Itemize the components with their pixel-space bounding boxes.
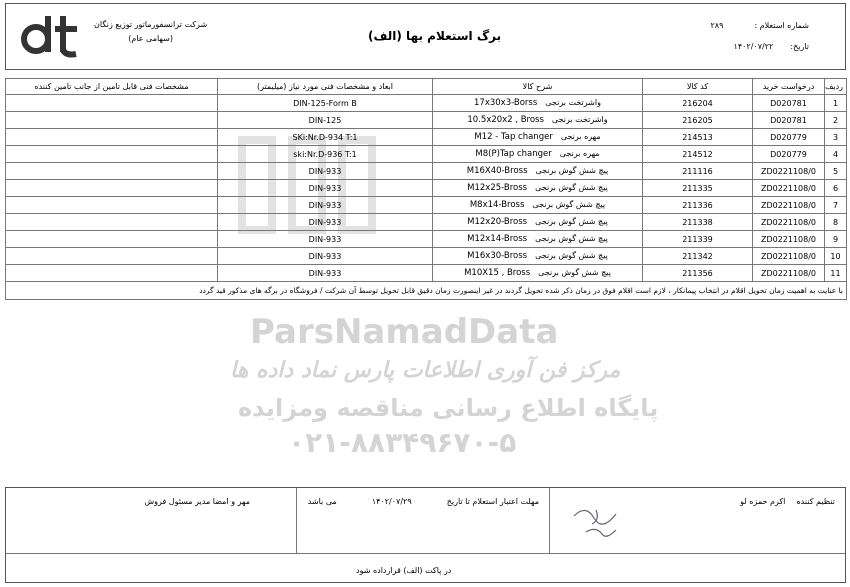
description-fa: پیچ شش گوش برنجی [535,183,608,192]
watermark-line2: پایگاه اطلاع رسانی مناقصه ومزایده [238,394,659,422]
supplier-spec-cell [6,231,218,248]
supplier-spec-cell [6,197,218,214]
description-fa: واشرتخت برنجی [545,98,601,107]
inquiry-number: ۲۸۹ [710,21,724,30]
description-fa: مهره برنجی [559,149,600,158]
description-cell [433,163,643,180]
description-cell [433,146,643,163]
description-fa: پیچ شش گوش برنجی [535,234,608,243]
col-header-row-no: ردیف [825,79,847,95]
items-table [5,78,847,300]
company-name-line2: (سهامی عام) [128,34,173,43]
item-code-cell: 211116 [643,163,753,180]
description-en: M10X15 , Bross [464,268,531,278]
row-no-cell: 1 [825,95,847,112]
purchase-request-cell: ZD0221108/0 [753,180,825,197]
supplier-spec-cell [6,146,218,163]
watermark-brand: ParsNamadData [250,312,559,352]
description-cell [433,112,643,129]
item-code-cell: 211356 [643,265,753,282]
item-code-cell: 211335 [643,180,753,197]
validity-label: مهلت اعتبار استعلام تا تاریخ [446,497,539,506]
stamp-label: مهر و امضا مدیر مسئول فروش [144,497,250,506]
description-fa: پیچ شش گوش برنجی [532,200,606,209]
description-en: 10.5x20x2 , Bross [467,115,544,125]
row-no-cell: 2 [825,112,847,129]
purchase-request-cell: ZD0221108/0 [753,231,825,248]
item-code-cell: 214513 [643,129,753,146]
description-en: M12x25-Bross [467,183,528,193]
description-en: M12 - Tap changer [474,132,553,142]
prepared-by-label: تنظیم کننده [796,497,835,506]
required-spec-cell: ski:Nr.D-936 T:1 [218,146,433,163]
description-cell [433,95,643,112]
row-no-cell: 7 [825,197,847,214]
purchase-request-cell: D020779 [753,129,825,146]
description-fa: پیچ شش گوش برنجی [535,251,608,260]
row-no-cell: 11 [825,265,847,282]
required-spec-cell: DIN-933 [218,180,433,197]
item-code-cell: 211338 [643,214,753,231]
supplier-spec-cell [6,95,218,112]
table-row [6,197,847,214]
inquiry-date: ۱۴۰۲/۰۷/۲۲ [733,42,774,51]
description-en: M16x30-Bross [467,251,528,261]
item-code-cell: 216204 [643,95,753,112]
description-fa: مهره برنجی [560,132,601,141]
required-spec-cell: DIN-933 [218,197,433,214]
required-spec-cell: DIN-933 [218,214,433,231]
supplier-spec-cell [6,129,218,146]
row-no-cell: 3 [825,129,847,146]
col-header-supplier-spec: مشخصات فنی قابل تامین از جانب تامین کننده [6,79,218,95]
table-row [6,146,847,163]
required-spec-cell: DIN-933 [218,265,433,282]
description-en: M12x14-Bross [467,234,528,244]
item-code-cell: 214512 [643,146,753,163]
table-row [6,231,847,248]
purchase-request-cell: ZD0221108/0 [753,197,825,214]
description-en: M8x14-Bross [469,200,525,210]
description-fa: واشرتخت برنجی [551,115,608,124]
company-name [94,18,207,46]
row-no-cell: 5 [825,163,847,180]
supplier-spec-cell [6,112,218,129]
description-cell [433,197,643,214]
table-row [6,214,847,231]
validity-date: ۱۴۰۲/۰۷/۲۹ [371,497,412,506]
table-row [6,180,847,197]
signature-icon [566,496,636,546]
purchase-request-cell: ZD0221108/0 [753,248,825,265]
table-row [6,265,847,282]
table-header-row [6,79,847,95]
inquiry-number-label: شماره استعلام : [754,21,809,30]
required-spec-cell: SKi:Nr.D-934 T:1 [218,129,433,146]
table-row [6,248,847,265]
required-spec-cell: DIN-933 [218,163,433,180]
row-no-cell: 6 [825,180,847,197]
item-code-cell: 211336 [643,197,753,214]
row-no-cell: 10 [825,248,847,265]
table-row [6,129,847,146]
item-code-cell: 211339 [643,231,753,248]
description-cell [433,248,643,265]
supplier-spec-cell [6,180,218,197]
document-header [5,3,846,70]
col-header-description: شرح کالا [433,79,643,95]
table-row [6,163,847,180]
table-row [6,95,847,112]
description-fa: پیچ شش گوش برنجی [535,217,608,226]
supplier-spec-cell [6,214,218,231]
required-spec-cell: DIN-125-Form B [218,95,433,112]
purchase-request-cell: ZD0221108/0 [753,265,825,282]
company-logo [20,12,80,58]
col-header-required-spec: ابعاد و مشخصات فنی مورد نیاز (میلیمتر) [218,79,433,95]
purchase-request-cell: D020779 [753,146,825,163]
description-fa: پیچ شش گوش برنجی [538,268,611,277]
col-header-item-code: کد کالا [643,79,753,95]
supplier-spec-cell [6,163,218,180]
description-fa: پیچ شش گوش برنجی [535,166,609,175]
description-cell [433,214,643,231]
document-footer [5,487,846,583]
supplier-spec-cell [6,265,218,282]
description-en: M16X40-Bross [466,166,528,176]
packet-note: در پاکت (الف) قرارداده شود [356,566,452,575]
inquiry-meta [710,15,809,57]
items-table-wrapper [5,78,846,300]
required-spec-cell: DIN-933 [218,248,433,265]
required-spec-cell: DIN-933 [218,231,433,248]
item-code-cell: 216205 [643,112,753,129]
supplier-spec-cell [6,248,218,265]
purchase-request-cell: D020781 [753,112,825,129]
purchase-request-cell: ZD0221108/0 [753,214,825,231]
purchase-request-cell: D020781 [753,95,825,112]
date-label: تاریخ: [790,42,809,51]
company-name-line1: شرکت ترانسفورماتور توزیع زنگان [94,20,208,29]
col-header-purchase-request: درخواست خرید [753,79,825,95]
validity-suffix: می باشد [307,497,337,506]
row-no-cell: 4 [825,146,847,163]
prepared-by-name: اکرم حمزه لو [740,497,786,506]
description-en: 17x30x3-Borss [474,98,538,108]
row-no-cell: 9 [825,231,847,248]
description-cell [433,180,643,197]
watermark-line1: مرکز فن آوری اطلاعات پارس نماد داده ها [230,358,621,383]
description-cell [433,231,643,248]
description-en: M8(P)Tap changer [475,149,552,159]
document-title: برگ استعلام بها (الف) [368,29,502,43]
item-code-cell: 211342 [643,248,753,265]
delivery-note: با عنایت به اهمیت زمان تحویل اقلام در انتخاب پیمانکار ، لازم است اقلام فوق در زمان ذکر شده تحویل گردند در غیر اینصورت زمان دقیق قابل تحویل توسط آن شرکت / فروشگاه در برگه های مذکور قید گردد [6,282,847,300]
table-row [6,112,847,129]
required-spec-cell: DIN-125 [218,112,433,129]
watermark-phone: ۰۲۱-۸۸۳۴۹۶۷۰-۵ [288,426,517,459]
purchase-request-cell: ZD0221108/0 [753,163,825,180]
row-no-cell: 8 [825,214,847,231]
description-en: M12x20-Bross [467,217,528,227]
description-cell [433,129,643,146]
description-cell [433,265,643,282]
